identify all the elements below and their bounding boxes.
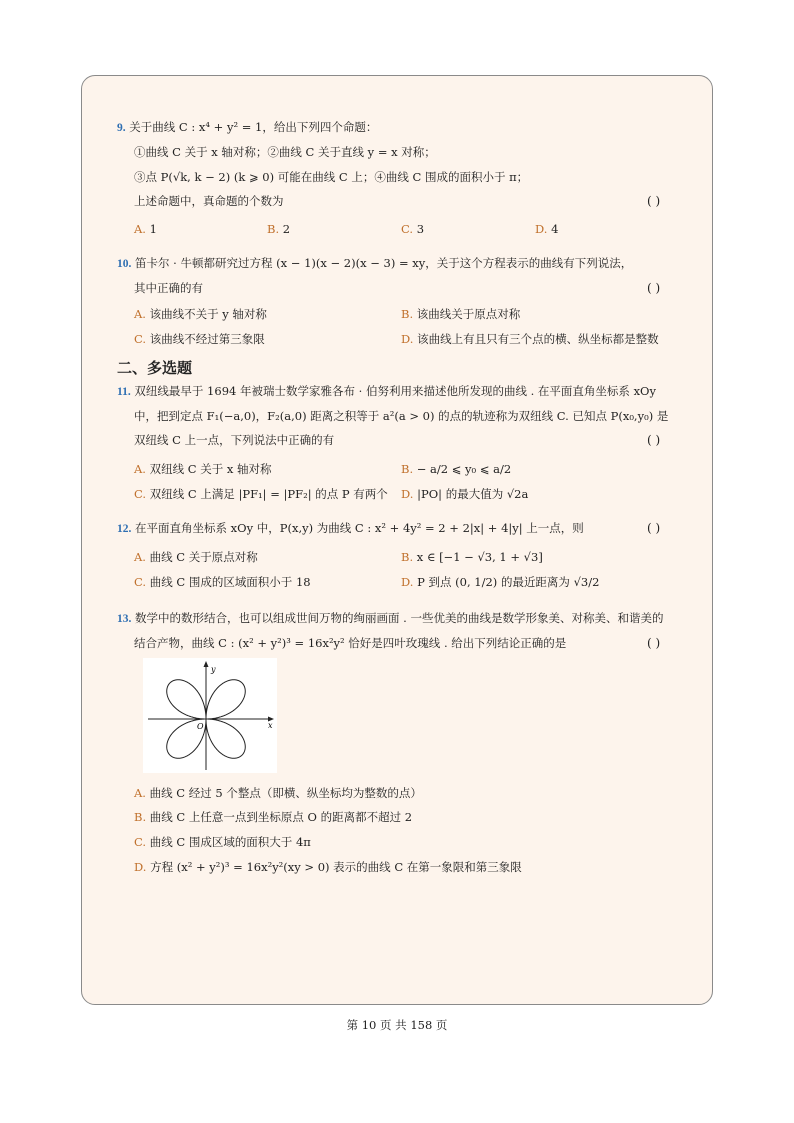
- q9-stem-3: ③点 P(√k, k − 2) (k ⩾ 0) 可能在曲线 C 上；④曲线 C 围成的面积小于 π；: [134, 170, 529, 184]
- page-footer: 第 10 页 共 158 页: [346, 1018, 448, 1032]
- q11-stem-line-1: [117, 383, 656, 400]
- section-title: 二、多选题: [117, 359, 193, 377]
- q13-answer-paren: ( ): [647, 636, 661, 650]
- q11-option-b[interactable]: B. − a/2 ⩽ y₀ ⩽ a/2: [401, 462, 512, 476]
- q9-option-d[interactable]: D. 4: [535, 222, 559, 236]
- q10-answer-paren: ( ): [647, 281, 661, 295]
- q11-stem-3: 双纽线 C 上一点，下列说法中正确的有: [134, 433, 335, 447]
- q11-answer-paren: ( ): [647, 433, 661, 447]
- q11-option-a[interactable]: A. 双纽线 C 关于 x 轴对称: [134, 462, 272, 476]
- q12-option-a[interactable]: A. 曲线 C 关于原点对称: [134, 550, 258, 564]
- q11-stem-1: 双纽线最早于 1694 年被瑞士数学家雅各布 · 伯努利用来描述他所发现的曲线 . 在平面直角坐标系 xOy: [134, 384, 656, 398]
- q11-number: 11.: [117, 386, 131, 398]
- origin-label: O: [197, 722, 204, 731]
- rose-curve-figure: [143, 658, 277, 773]
- q10-option-c[interactable]: C. 该曲线不经过第三象限: [134, 332, 265, 346]
- q12-option-d[interactable]: D. P 到点 (0, 1/2) 的最近距离为 √3/2: [401, 575, 600, 589]
- q13-option-a[interactable]: A. 曲线 C 经过 5 个整点（即横、纵坐标均为整数的点）: [134, 786, 422, 800]
- rose-curve-svg: [143, 658, 277, 773]
- q13-option-c[interactable]: C. 曲线 C 围成区域的面积大于 4π: [134, 835, 311, 849]
- q10-option-d[interactable]: D. 该曲线上有且只有三个点的横、纵坐标都是整数: [401, 332, 659, 346]
- q9-option-a[interactable]: A. 1: [134, 222, 157, 236]
- q11-stem-2: 中，把到定点 F₁(−a,0)，F₂(a,0) 距离之积等于 a²(a > 0) 的点的轨迹称为双纽线 C. 已知点 P(x₀,y₀) 是: [134, 409, 669, 423]
- q12-option-c[interactable]: C. 曲线 C 围成的区域面积小于 18: [134, 575, 311, 589]
- q10-option-b[interactable]: B. 该曲线关于原点对称: [401, 307, 521, 321]
- q9-stem-4: 上述命题中，真命题的个数为: [134, 194, 284, 208]
- y-axis-label: y: [211, 665, 216, 674]
- q11-option-c[interactable]: C. 双纽线 C 上满足 |PF₁| = |PF₂| 的点 P 有两个: [134, 487, 388, 501]
- q10-option-a[interactable]: A. 该曲线不关于 y 轴对称: [134, 307, 267, 321]
- y-axis-arrow: [204, 661, 209, 667]
- q13-number: 13.: [117, 613, 132, 625]
- q10-number: 10.: [117, 258, 132, 270]
- q9-stem-1: 关于曲线 C : x⁴ + y² = 1，给出下列四个命题：: [129, 120, 378, 134]
- q13-option-d[interactable]: D. 方程 (x² + y²)³ = 16x²y²(xy > 0) 表示的曲线 C 在第一象限和第三象限: [134, 860, 522, 874]
- x-axis-label: x: [268, 721, 273, 730]
- q12-option-b[interactable]: B. x ∈ [−1 − √3, 1 + √3]: [401, 550, 543, 564]
- q12-number: 12.: [117, 523, 132, 535]
- q9-stem-line-1: [117, 119, 377, 136]
- q9-option-c[interactable]: C. 3: [401, 222, 425, 236]
- q10-stem-2: 其中正确的有: [134, 281, 203, 295]
- q12-stem-line-1: [117, 520, 584, 537]
- q9-option-b[interactable]: B. 2: [267, 222, 291, 236]
- q10-stem-line-1: [117, 255, 632, 272]
- q9-number: 9.: [117, 122, 126, 134]
- q12-stem-1: 在平面直角坐标系 xOy 中，P(x,y) 为曲线 C : x² + 4y² = 2 + 2|x| + 4|y| 上一点，则: [135, 521, 584, 535]
- q13-stem-1: 数学中的数形结合，也可以组成世间万物的绚丽画面 . 一些优美的曲线是数学形象美、对称美、和谐美的: [135, 611, 664, 625]
- q12-answer-paren: ( ): [647, 521, 661, 535]
- q9-stem-2: ①曲线 C 关于 x 轴对称；②曲线 C 关于直线 y = x 对称；: [134, 145, 436, 159]
- q13-stem-2: 结合产物，曲线 C : (x² + y²)³ = 16x²y² 恰好是四叶玫瑰线 . 给出下列结论正确的是: [134, 636, 567, 650]
- q11-option-d[interactable]: D. |PO| 的最大值为 √2a: [401, 487, 529, 501]
- q9-answer-paren: ( ): [647, 194, 661, 208]
- q10-stem-1: 笛卡尔 · 牛顿都研究过方程 (x − 1)(x − 2)(x − 3) = xy，关于这个方程表示的曲线有下列说法，: [135, 256, 633, 270]
- q13-stem-line-1: [117, 610, 664, 627]
- q13-option-b[interactable]: B. 曲线 C 上任意一点到坐标原点 O 的距离都不超过 2: [134, 810, 413, 824]
